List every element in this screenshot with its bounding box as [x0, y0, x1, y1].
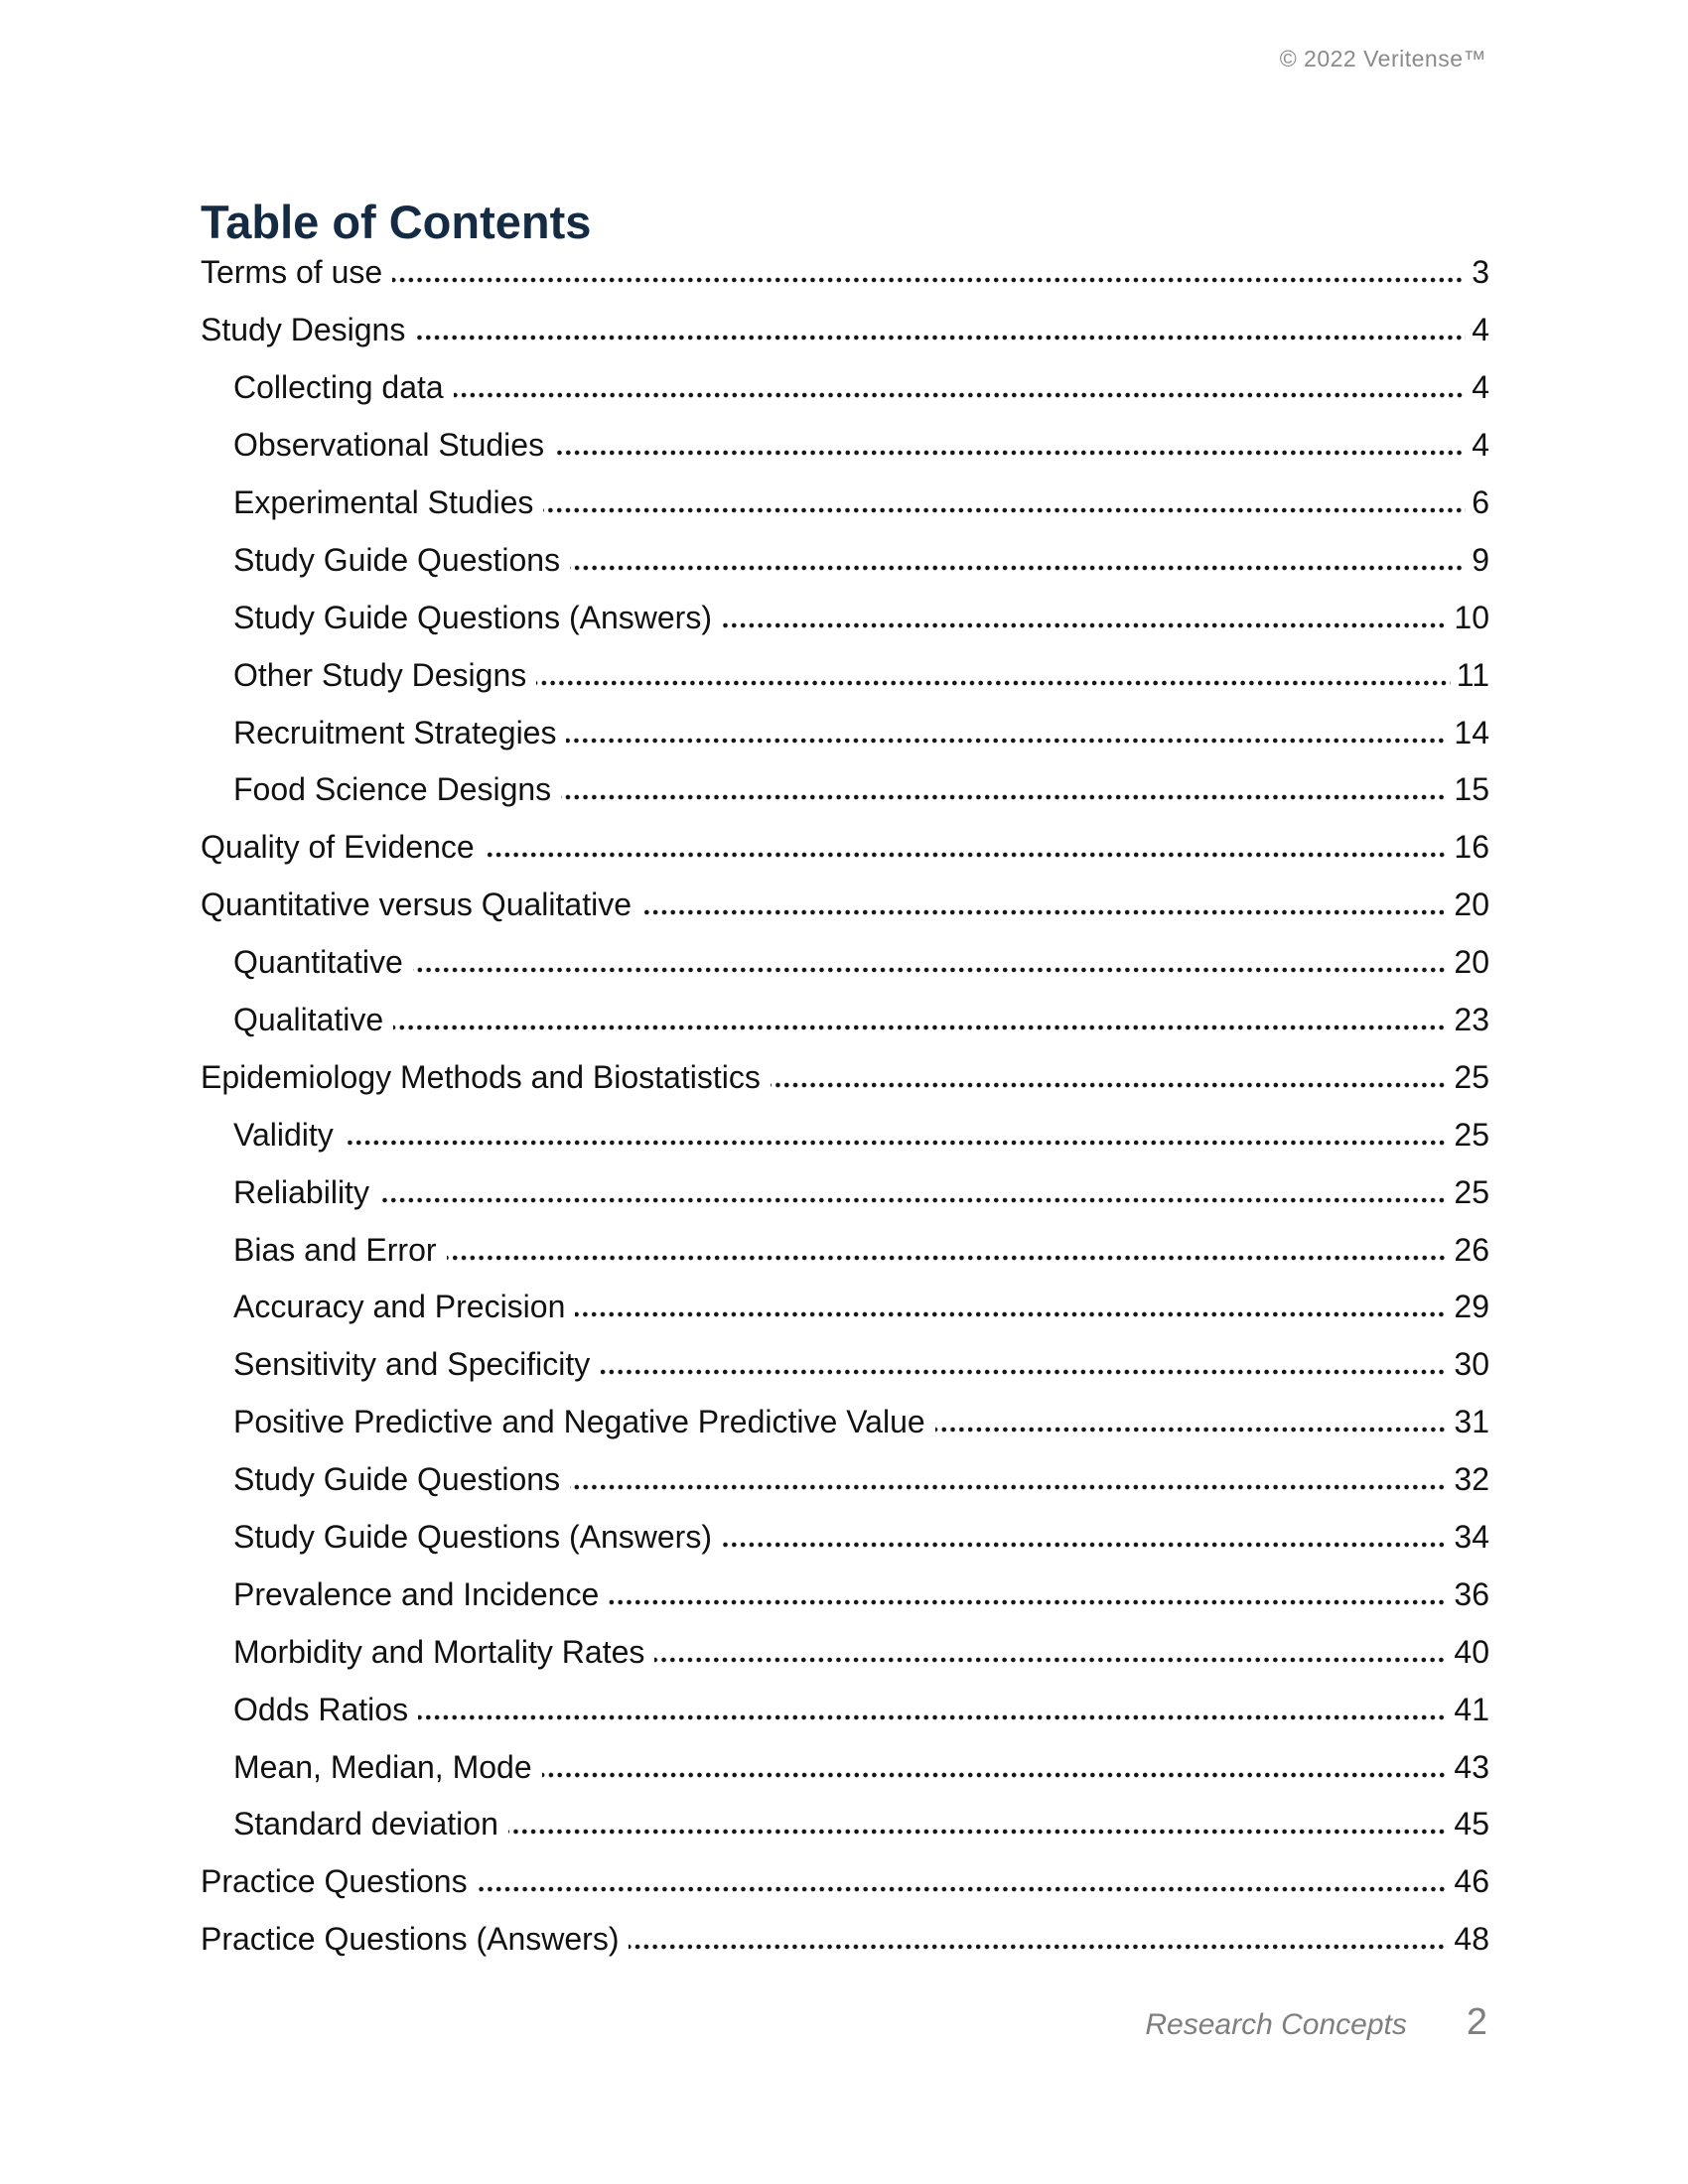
toc-entry[interactable] — [201, 1749, 1489, 1807]
toc-entry[interactable] — [201, 1404, 1489, 1461]
toc-entry-label: Study Guide Questions (Answers) — [233, 1518, 712, 1555]
toc-entry-page: 20 — [1454, 944, 1489, 981]
toc-entry-page: 4 — [1472, 369, 1489, 406]
footer-page-number: 2 — [1466, 2001, 1487, 2043]
toc-entry[interactable] — [201, 254, 1489, 312]
page-title: Table of Contents — [201, 196, 592, 248]
toc-entry-page: 34 — [1454, 1518, 1489, 1555]
toc-entry-page: 46 — [1454, 1863, 1489, 1900]
toc-entry-page: 4 — [1472, 427, 1489, 464]
toc-entry-page: 4 — [1472, 312, 1489, 348]
toc-entry-label: Positive Predictive and Negative Predictive Value — [233, 1404, 925, 1440]
toc-entry-page: 40 — [1454, 1633, 1489, 1670]
toc-entry-label: Food Science Designs — [233, 771, 552, 808]
toc-entry-label: Quantitative — [233, 944, 403, 981]
toc-entry-page: 15 — [1454, 771, 1489, 808]
dot-leader — [413, 967, 1449, 973]
toc-entry[interactable] — [201, 771, 1489, 829]
toc-entry-label: Other Study Designs — [233, 656, 527, 693]
toc-entry-label: Qualitative — [233, 1001, 384, 1037]
toc-entry-label: Practice Questions — [201, 1863, 468, 1900]
toc-entry[interactable] — [201, 1634, 1489, 1692]
toc-entry[interactable] — [201, 1117, 1489, 1174]
toc-entry-label: Bias and Error — [233, 1231, 437, 1268]
toc-entry[interactable] — [201, 427, 1489, 484]
toc-entry-label: Observational Studies — [233, 427, 545, 464]
toc-entry[interactable] — [201, 887, 1489, 944]
toc-entry-page: 3 — [1472, 254, 1489, 291]
dot-leader — [392, 277, 1466, 283]
toc-entry-page: 14 — [1454, 714, 1489, 751]
dot-leader — [570, 565, 1466, 571]
dot-leader — [543, 507, 1466, 513]
dot-leader — [379, 1197, 1448, 1203]
toc-entry[interactable] — [201, 369, 1489, 427]
dot-leader — [485, 852, 1449, 858]
toc-entry-label: Sensitivity and Specificity — [233, 1346, 591, 1383]
toc-entry-page: 20 — [1454, 887, 1489, 923]
toc-entry-page: 16 — [1454, 829, 1489, 866]
dot-leader — [415, 335, 1466, 341]
dot-leader — [508, 1829, 1449, 1835]
dot-leader — [344, 1140, 1449, 1146]
page-footer — [1145, 2001, 1487, 2044]
dot-leader — [935, 1427, 1449, 1433]
toc-entry[interactable] — [201, 1921, 1489, 1979]
toc-entry-label: Standard deviation — [233, 1806, 498, 1843]
copyright-notice: © 2022 Veritense™ — [1279, 46, 1486, 71]
toc-entry[interactable] — [201, 1289, 1489, 1346]
toc-entry-page: 23 — [1454, 1001, 1489, 1037]
toc-list — [201, 254, 1489, 1979]
toc-entry[interactable] — [201, 1692, 1489, 1749]
footer-document-title: Research Concepts — [1145, 2008, 1407, 2041]
toc-entry-label: Study Designs — [201, 312, 406, 348]
dot-leader — [447, 1255, 1449, 1261]
toc-entry[interactable] — [201, 944, 1489, 1002]
dot-leader — [575, 1311, 1448, 1317]
toc-entry-page: 29 — [1454, 1289, 1489, 1325]
toc-entry-label: Prevalence and Incidence — [233, 1575, 600, 1612]
dot-leader — [554, 450, 1466, 456]
toc-entry[interactable] — [201, 715, 1489, 772]
toc-entry[interactable] — [201, 1174, 1489, 1232]
toc-entry-label: Study Guide Questions — [233, 1461, 561, 1498]
toc-entry-label: Reliability — [233, 1173, 369, 1210]
toc-entry-page: 10 — [1454, 599, 1489, 635]
dot-leader — [641, 909, 1448, 915]
toc-entry[interactable] — [201, 1059, 1489, 1117]
toc-entry[interactable] — [201, 1346, 1489, 1404]
toc-entry-page: 45 — [1454, 1806, 1489, 1843]
toc-entry-label: Mean, Median, Mode — [233, 1748, 532, 1785]
toc-entry-page: 41 — [1454, 1691, 1489, 1727]
toc-entry-page: 32 — [1454, 1461, 1489, 1498]
dot-leader — [566, 738, 1448, 744]
toc-entry-page: 43 — [1454, 1748, 1489, 1785]
toc-entry-label: Quality of Evidence — [201, 829, 475, 866]
dot-leader — [570, 1484, 1448, 1490]
toc-entry-label: Quantitative versus Qualitative — [201, 887, 632, 923]
toc-entry-page: 31 — [1454, 1404, 1489, 1440]
toc-entry[interactable] — [201, 542, 1489, 600]
dot-leader — [654, 1657, 1448, 1663]
toc-entry-label: Terms of use — [201, 254, 383, 291]
dot-leader — [454, 392, 1467, 398]
dot-leader — [771, 1082, 1449, 1088]
toc-entry-label: Recruitment Strategies — [233, 714, 557, 751]
dot-leader — [561, 794, 1448, 800]
dot-leader — [609, 1599, 1448, 1605]
toc-entry[interactable] — [201, 657, 1489, 715]
toc-entry[interactable] — [201, 1232, 1489, 1290]
toc-entry[interactable] — [201, 1863, 1489, 1921]
toc-entry-label: Experimental Studies — [233, 483, 534, 520]
toc-entry-page: 25 — [1454, 1116, 1489, 1153]
toc-entry-label: Accuracy and Precision — [233, 1289, 566, 1325]
page-content — [201, 195, 1489, 1979]
toc-entry[interactable] — [201, 1576, 1489, 1634]
toc-entry[interactable] — [201, 1461, 1489, 1519]
toc-entry-page: 48 — [1454, 1921, 1489, 1958]
dot-leader — [600, 1369, 1448, 1375]
toc-entry-label: Epidemiology Methods and Biostatistics — [201, 1058, 761, 1095]
toc-entry-page: 6 — [1472, 483, 1489, 520]
dot-leader — [418, 1714, 1448, 1720]
toc-entry-label: Study Guide Questions (Answers) — [233, 599, 712, 635]
toc-entry[interactable] — [201, 484, 1489, 542]
toc-entry[interactable] — [201, 600, 1489, 657]
dot-leader — [478, 1886, 1449, 1892]
toc-entry-label: Odds Ratios — [233, 1691, 409, 1727]
dot-leader — [722, 1542, 1448, 1548]
toc-entry-page: 25 — [1454, 1058, 1489, 1095]
toc-entry[interactable] — [201, 1002, 1489, 1059]
toc-entry-page: 26 — [1454, 1231, 1489, 1268]
dot-leader — [393, 1024, 1448, 1030]
toc-entry-label: Validity — [233, 1116, 334, 1153]
toc-entry[interactable] — [201, 829, 1489, 887]
dot-leader — [722, 622, 1448, 628]
toc-entry-page: 30 — [1454, 1346, 1489, 1383]
toc-entry-page: 25 — [1454, 1173, 1489, 1210]
dot-leader — [542, 1772, 1449, 1778]
toc-entry-label: Collecting data — [233, 369, 444, 406]
toc-entry[interactable] — [201, 1806, 1489, 1863]
toc-entry-page: 11 — [1456, 656, 1489, 693]
toc-entry-page: 36 — [1454, 1575, 1489, 1612]
toc-entry[interactable] — [201, 1519, 1489, 1576]
toc-entry-label: Study Guide Questions — [233, 541, 561, 578]
dot-leader — [629, 1944, 1448, 1950]
toc-entry-page: 9 — [1472, 541, 1489, 578]
toc-entry[interactable] — [201, 312, 1489, 369]
toc-entry-label: Practice Questions (Answers) — [201, 1921, 620, 1958]
toc-entry-label: Morbidity and Mortality Rates — [233, 1633, 645, 1670]
dot-leader — [536, 680, 1451, 686]
